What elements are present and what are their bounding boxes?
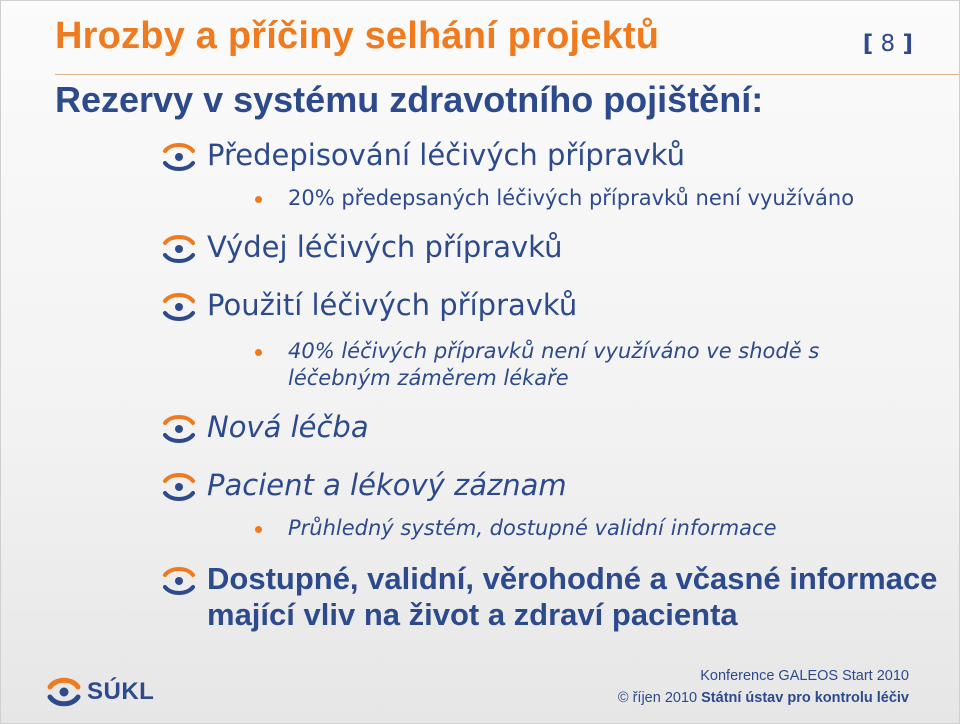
sub-list-item-text: 20% předepsaných léčivých přípravků není využíváno	[288, 186, 855, 210]
conference-name: Konference GALEOS Start 2010	[700, 668, 909, 684]
list-item-text: Předepisování léčivých přípravků	[207, 138, 685, 172]
swirl-bullet-icon	[161, 289, 197, 325]
page-number	[863, 31, 913, 57]
slide-title: Hrozby a příčiny selhání projektů	[55, 15, 660, 57]
dot-bullet-icon	[255, 196, 262, 203]
swirl-bullet-icon	[161, 411, 197, 447]
slide-subtitle: Rezervy v systému zdravotního pojištění:	[55, 79, 764, 120]
swirl-bullet-icon	[161, 563, 197, 599]
list-item-text: Dostupné, validní, věrohodné a včasné informace mající vliv na život a zdraví pacienta	[207, 561, 938, 632]
sukl-logo-icon	[45, 673, 83, 711]
list-item-text: Výdej léčivých přípravků	[207, 230, 563, 264]
bracket-close: ]	[902, 31, 913, 57]
footer-info	[618, 665, 909, 709]
swirl-bullet-icon	[161, 469, 197, 505]
footer-copyright-line	[618, 687, 909, 709]
list-item	[161, 561, 941, 633]
list-item-text: Použití léčivých přípravků	[207, 288, 578, 322]
list-item	[161, 409, 941, 447]
dot-bullet-icon	[255, 349, 262, 356]
swirl-bullet-icon	[161, 139, 197, 175]
list-item	[161, 467, 941, 505]
sub-list-item-text: Průhledný systém, dostupné validní informace	[288, 516, 777, 540]
copyright-date: © říjen 2010	[617, 690, 698, 706]
bracket-open: [	[862, 31, 874, 57]
sub-list-item-text: 40% léčivých přípravků není využíváno ve shodě s léčebným záměrem lékaře	[288, 339, 820, 390]
sub-list-item	[255, 338, 855, 392]
sukl-logo	[45, 673, 154, 711]
list-item	[161, 229, 941, 267]
dot-bullet-icon	[255, 526, 262, 533]
list-item	[161, 137, 941, 175]
title-divider	[55, 74, 959, 75]
list-item-text: Nová léčba	[207, 410, 369, 444]
sub-list-item	[255, 185, 895, 212]
organization-name: Státní ústav pro kontrolu léčiv	[701, 690, 909, 706]
list-item	[161, 287, 941, 325]
swirl-bullet-icon	[161, 231, 197, 267]
sub-list-item	[255, 515, 895, 542]
list-item-text: Pacient a lékový záznam	[207, 468, 567, 502]
page-number-value: 8	[880, 31, 896, 57]
logo-text: SÚKL	[87, 678, 155, 705]
